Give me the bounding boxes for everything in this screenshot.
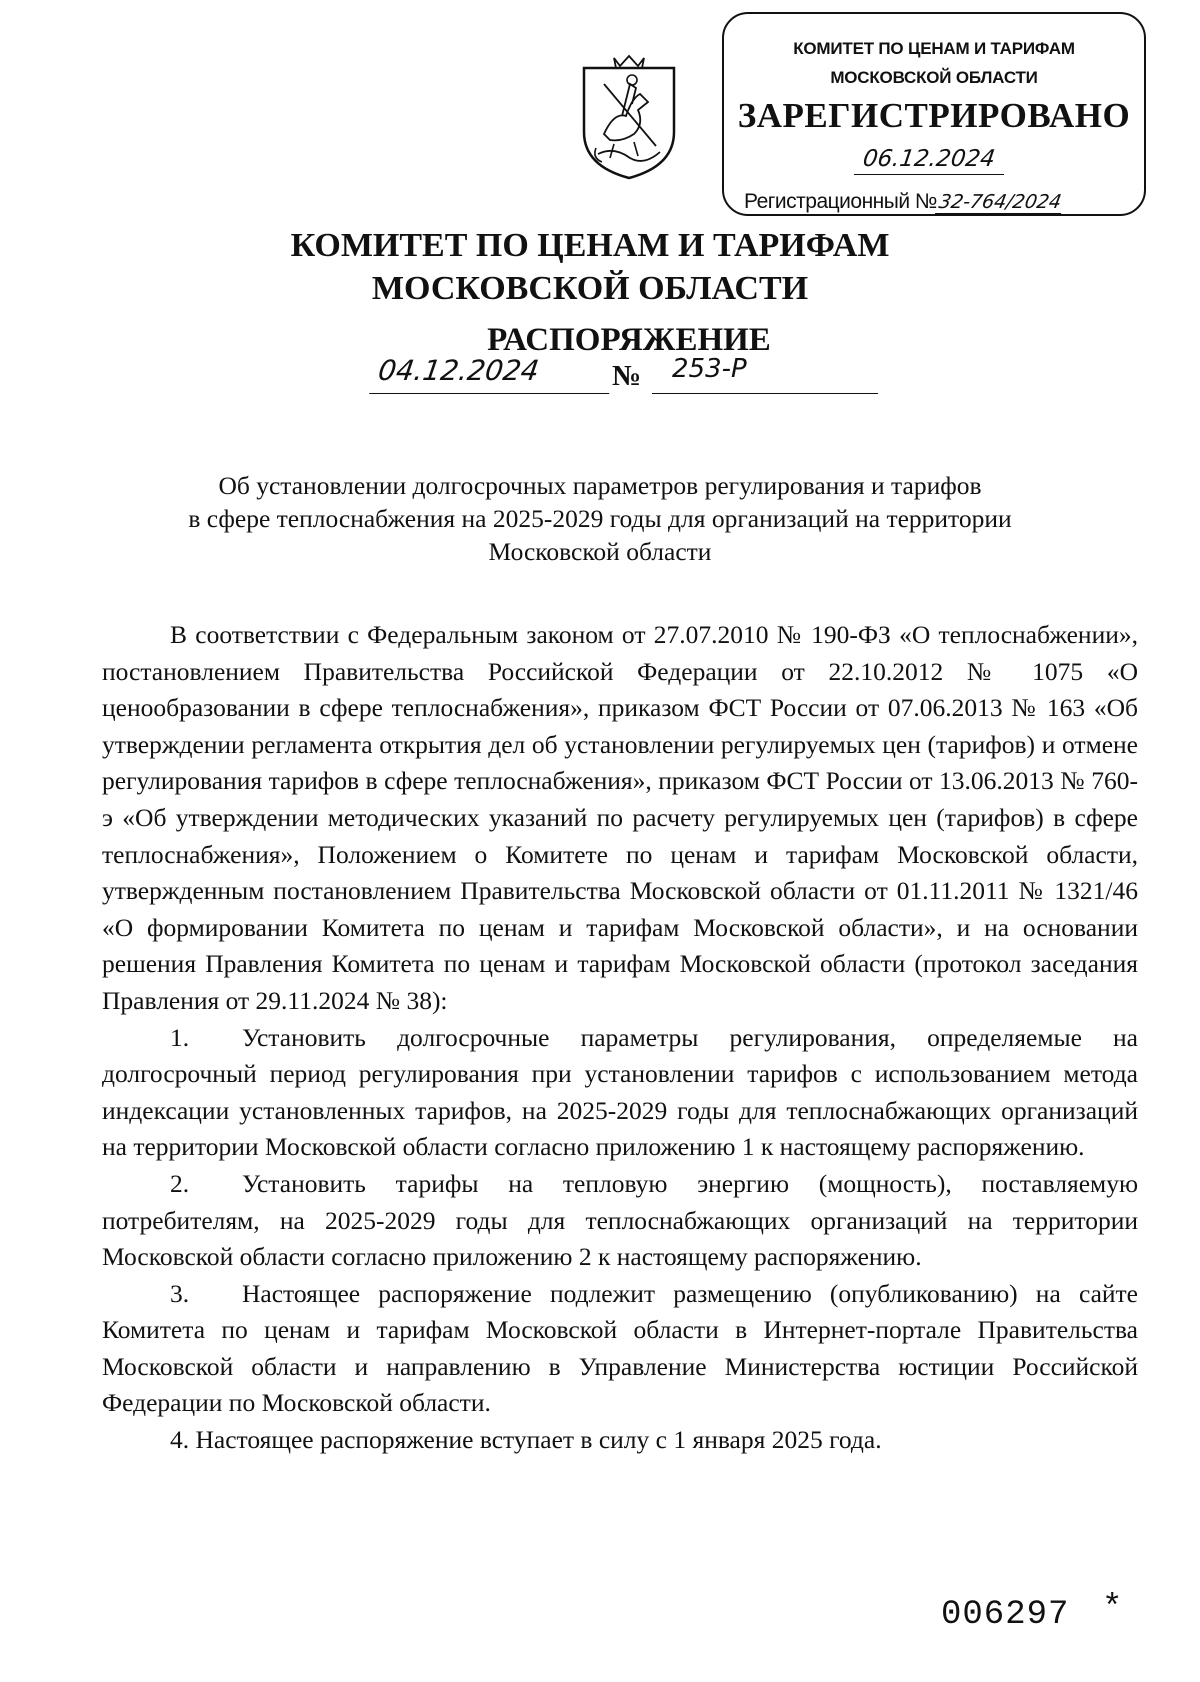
stamp-date-underline — [854, 174, 1004, 175]
stamp-organization — [724, 34, 1144, 92]
subject-line1: Об установлении долгосрочных параметров регулирования и тарифов — [218, 471, 982, 500]
item-text: Установить тарифы на тепловую энергию (мощность), поставляемую потребителям, на 2025-2029 годы для теплоснабжающих организаций на территории Московской области согласно приложению 2 к настоящему распоряжению. — [102, 1168, 1138, 1272]
preamble-paragraph: В соответствии с Федеральным законом от 27.07.2010 № 190-ФЗ «О теплоснабжении», постановлением Правительства Российской Федерации от 22.10.2012 № 1075 «О ценообразовании в сфере теплоснабжения», приказом ФСТ России от 07.06.2013 № 163 «Об утверждении регламента открытия дел об установлении регулируемых цен (тарифов) и отмене регулирования тарифов в сфере теплоснабжения», приказом ФСТ России от 13.06.2013 № 760-э «Об утверждении методических указаний по расчету регулируемых цен (тарифов) в сфере теплоснабжения», Положением о Комитете по ценам и тарифам Московской области, утвержденным постановлением Правительства Московской области от 01.11.2011 № 1321/46 «О формировании Комитета по ценам и тарифам Московской области», и на основании решения Правления Комитета по ценам и тарифам Московской области (протокол заседания Правления от 29.11.2024 № 38): — [102, 620, 1138, 1015]
item-number: 1. — [170, 1022, 190, 1052]
issuer-name — [0, 224, 1180, 310]
list-item: 4. Настоящее распоряжение вступает в силу с 1 января 2025 года. — [170, 1425, 882, 1455]
list-item — [102, 1276, 1138, 1422]
document-body — [102, 617, 1138, 1459]
item-text: Установить долгосрочные параметры регулирования, определяемые на долгосрочный период регулирования при установлении тарифов с использованием метода индексации установленных тарифов, на 2025-2029 годы для теплоснабжающих организаций на территории Московской области согласно приложению 1 к настоящему распоряжению. — [102, 1022, 1138, 1162]
subject-line3: Московской области — [488, 537, 712, 566]
stamp-date: 06.12.2024 — [861, 146, 997, 172]
issuer-line2: МОСКОВСКОЙ ОБЛАСТИ — [371, 270, 809, 307]
stamp-registration — [744, 190, 1063, 214]
issuer-line1: КОМИТЕТ ПО ЦЕНАМ И ТАРИФАМ — [290, 227, 890, 264]
stamp-org-line1: КОМИТЕТ ПО ЦЕНАМ И ТАРИФАМ — [793, 39, 1075, 58]
stamp-status: ЗАРЕГИСТРИРОВАНО — [737, 96, 1131, 135]
list-item — [102, 1020, 1138, 1166]
item-number: 2. — [170, 1168, 190, 1198]
stamp-reg-label: Регистрационный № — [744, 190, 937, 213]
number-label: № — [612, 360, 642, 392]
stamp-reg-number: 32-764/2024 — [935, 191, 1065, 214]
document-number: 253-Р — [652, 354, 878, 394]
coat-of-arms-icon — [574, 54, 684, 182]
item-text: Настоящее распоряжение подлежит размещению (опубликованию) на сайте Комитета по ценам и тарифам Московской области в Интернет-портале Правительства Московской области и направлению в Управление Министерства юстиции Российской Федерации по Московской области. — [102, 1278, 1138, 1418]
list-item — [102, 1166, 1138, 1276]
form-mark: * — [1102, 1590, 1123, 1628]
subject-line2: в сфере теплоснабжения на 2025-2029 годы для организаций на территории — [188, 504, 1012, 533]
item-number: 3. — [170, 1278, 190, 1308]
document-subject — [140, 469, 1060, 568]
stamp-org-line2: МОСКОВСКОЙ ОБЛАСТИ — [830, 68, 1038, 87]
registration-stamp — [722, 12, 1146, 216]
document-type: РАСПОРЯЖЕНИЕ — [487, 322, 771, 358]
form-serial-number: 006297 — [941, 1596, 1070, 1634]
document-date: 04.12.2024 — [369, 354, 615, 394]
